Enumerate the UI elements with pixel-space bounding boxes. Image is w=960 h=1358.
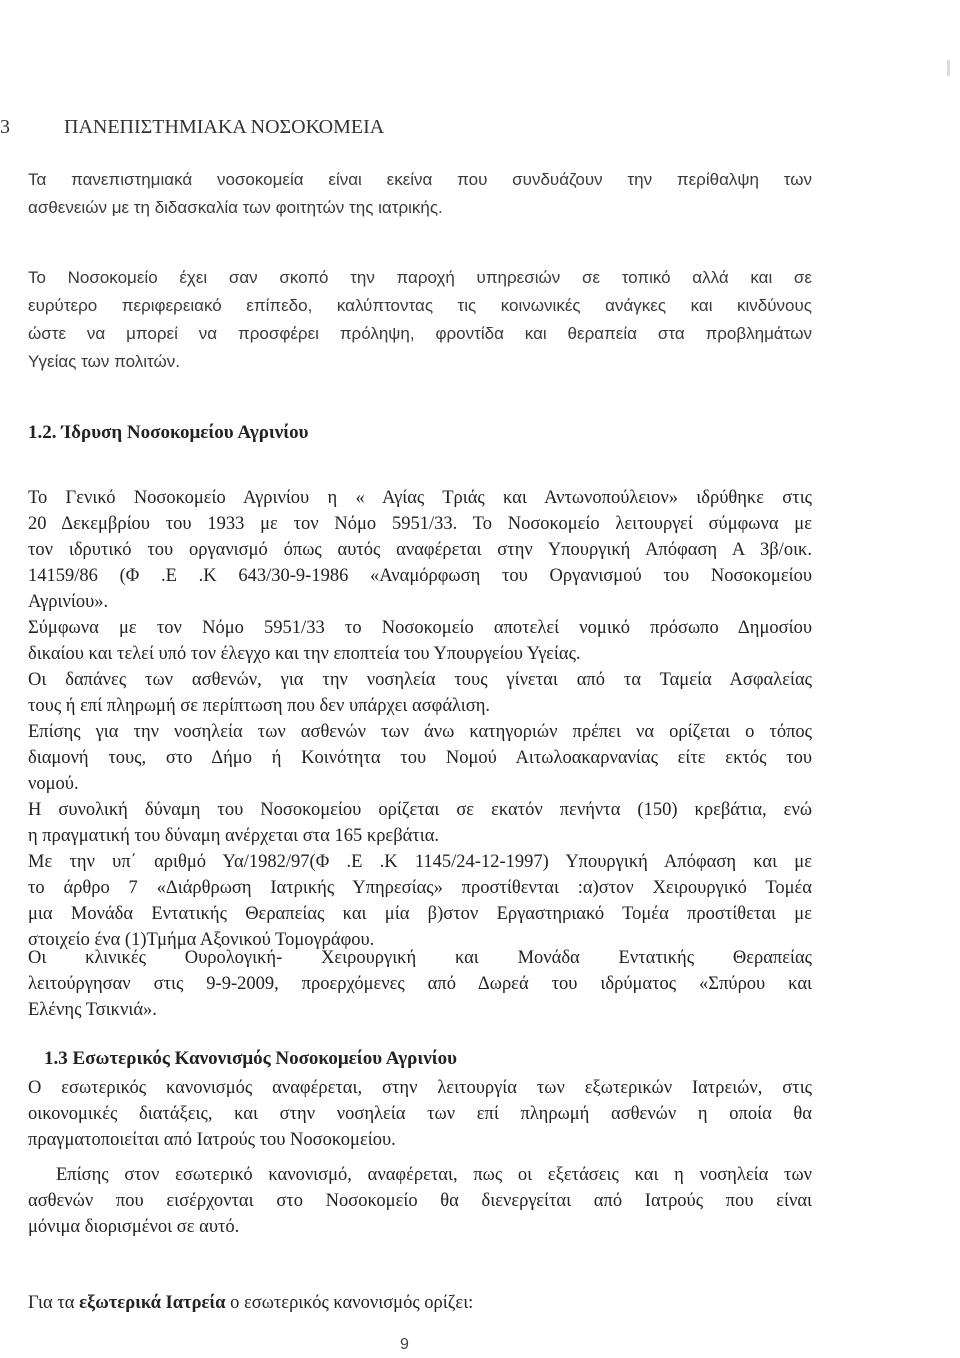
- text-line: μόνιμα διορισμένοι σε αυτό.: [28, 1217, 240, 1237]
- page-number: 9: [400, 1336, 409, 1353]
- text-line: Ο εσωτερικός κανονισμός αναφέρεται, στην λειτουργία των εξωτερικών Ιατρειών, στις: [28, 1078, 812, 1098]
- text-line: πραγματοποιείται από Ιατρούς του Νοσοκομείου.: [28, 1130, 396, 1150]
- founding-paragraph-6: [28, 849, 812, 953]
- text-line: Οι δαπάνες των ασθενών, για την νοσηλεία τους γίνεται από τα Ταμεία Ασφαλείας: [28, 670, 812, 690]
- text-line: τους ή επί πληρωμή σε περίπτωση που δεν υπάρχει ασφάλιση.: [28, 696, 491, 716]
- founding-paragraph-3: [28, 667, 812, 719]
- text-line: Επίσης στον εσωτερικό κανονισμό, αναφέρεται, πως οι εξετάσεις και η νοσηλεία των: [56, 1165, 812, 1185]
- text-line: Με την υπ΄ αριθμό Υα/1982/97(Φ .Ε .Κ 1145/24-12-1997) Υπουργική Απόφαση και με: [28, 852, 812, 872]
- regulation-paragraph-2: [28, 1162, 812, 1240]
- text-line: Αγρινίου».: [28, 592, 109, 612]
- section-title: ΠΑΝΕΠΙΣΤΗΜΙΑΚΑ ΝΟΣΟΚΟΜΕΙΑ: [64, 116, 385, 138]
- founding-paragraph-4: [28, 719, 812, 797]
- section-heading: [0, 116, 384, 139]
- text-line: Ελένης Τσικνιά».: [28, 1000, 157, 1020]
- purpose-paragraph: [28, 264, 812, 376]
- closing-bold: εξωτερικά Ιατρεία: [79, 1293, 226, 1313]
- text-line: Το Νοσοκομείο έχει σαν σκοπό την παροχή υπηρεσιών σε τοπικό αλλά και σε: [28, 268, 812, 287]
- text-line: Η συνολική δύναμη του Νοσοκομείου ορίζεται σε εκατόν πενήντα (150) κρεβάτια, ενώ: [28, 800, 812, 820]
- text-line: Επίσης για την νοσηλεία των ασθενών των άνω κατηγοριών πρέπει να ορίζεται ο τόπος: [28, 722, 812, 742]
- text-line: οικονομικές διατάξεις, και στην νοσηλεία των επί πληρωμή ασθενών η οποία θα: [28, 1104, 812, 1124]
- closing-prefix: Για τα: [28, 1293, 75, 1313]
- intro-paragraph: [28, 166, 812, 222]
- text-line: ώστε να μπορεί να προσφέρει πρόληψη, φροντίδα και θεραπεία στα προβλημάτων: [28, 324, 812, 343]
- scan-artifact: [947, 60, 950, 76]
- regulation-paragraph-1: [28, 1075, 812, 1153]
- text-line: Το Γενικό Νοσοκομείο Αγρινίου η « Αγίας Τριάς και Αντωνοπούλειον» ιδρύθηκε στις: [28, 488, 812, 508]
- text-line: Υγείας των πολιτών.: [28, 352, 180, 371]
- text-line: Τα πανεπιστημιακά νοσοκομεία είναι εκείνα που συνδυάζουν την περίθαλψη των: [28, 170, 812, 189]
- text-line: διαμονή τους, στο Δήμο ή Κοινότητα του Νομού Αιτωλοακαρνανίας είτε εκτός του: [28, 748, 812, 768]
- text-line: ασθενών που εισέρχονται στο Νοσοκομείο θα διενεργείται από Ιατρούς που είναι: [28, 1191, 812, 1211]
- text-line: η πραγματική του δύναμη ανέρχεται στα 165 κρεβάτια.: [28, 826, 440, 846]
- text-line: νομού.: [28, 774, 79, 794]
- founding-paragraph-1: [28, 485, 812, 615]
- founding-heading: 1.2. Ίδρυση Νοσοκομείου Αγρινίου: [28, 422, 309, 443]
- text-line: Σύμφωνα με τον Νόμο 5951/33 το Νοσοκομείο αποτελεί νομικό πρόσωπο Δημοσίου: [28, 618, 812, 638]
- text-line: λειτούργησαν στις 9-9-2009, προερχόμενες από Δωρεά του ιδρύματος «Σπύρου και: [28, 974, 812, 994]
- text-line: 14159/86 (Φ .Ε .Κ 643/30-9-1986 «Αναμόρφωση του Οργανισμού του Νοσοκομείου: [28, 566, 812, 586]
- text-line: 20 Δεκεμβρίου του 1933 με τον Νόμο 5951/33. Το Νοσοκομείο λειτουργεί σύμφωνα με: [28, 514, 812, 534]
- closing-suffix: ο εσωτερικός κανονισμός ορίζει:: [230, 1293, 474, 1313]
- text-line: στοιχείο ένα (1)Τμήμα Αξονικού Τομογράφου.: [28, 930, 375, 950]
- founding-paragraph-5: [28, 797, 812, 849]
- text-line: δικαίου και τελεί υπό τον έλεγχο και την εποπτεία του Υπουργείου Υγείας.: [28, 644, 581, 664]
- section-number: 3: [0, 116, 10, 138]
- text-line: ευρύτερο περιφερειακό επίπεδο, καλύπτοντας τις κοινωνικές ανάγκες και κινδύνους: [28, 296, 812, 315]
- text-line: τον ιδρυτικό του οργανισμό όπως αυτός αναφέρεται στην Υπουργική Απόφαση Α 3β/οικ.: [28, 540, 812, 560]
- founding-paragraph-7: [28, 945, 812, 1023]
- founding-paragraph-2: [28, 615, 812, 667]
- text-line: το άρθρο 7 «Διάρθρωση Ιατρικής Υπηρεσίας» προστίθενται :α)στον Χειρουργικό Τομέα: [28, 878, 812, 898]
- text-line: Οι κλινικές Ουρολογική- Χειρουργική και Μονάδα Εντατικής Θεραπείας: [28, 948, 812, 968]
- text-line: ασθενειών με τη διδασκαλία των φοιτητών της ιατρικής.: [28, 198, 443, 217]
- regulation-closing: [28, 1290, 812, 1316]
- regulation-heading: 1.3 Εσωτερικός Κανονισμός Νοσοκομείου Αγρινίου: [44, 1048, 457, 1069]
- text-line: μια Μονάδα Εντατικής Θεραπείας και μία β)στον Εργαστηριακό Τομέα προστίθεται με: [28, 904, 812, 924]
